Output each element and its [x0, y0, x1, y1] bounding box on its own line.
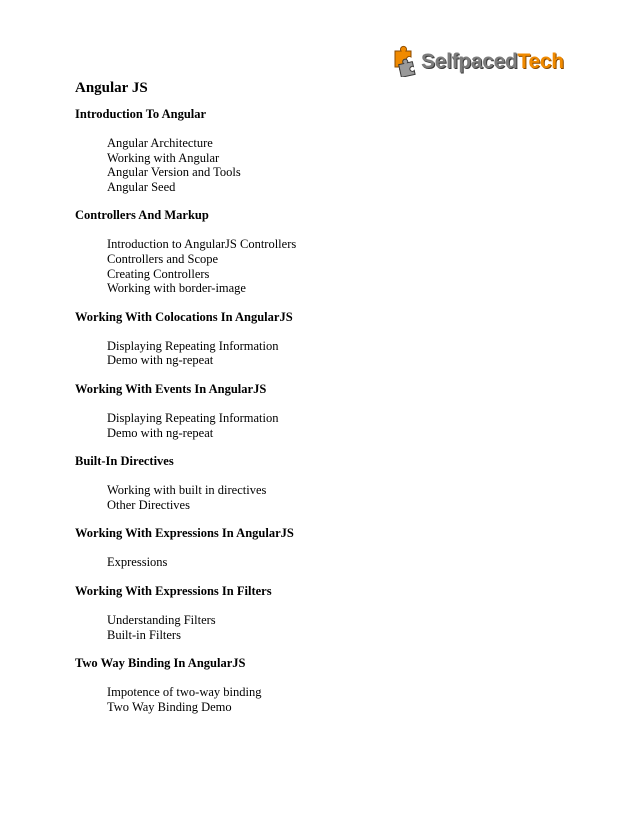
document-body	[75, 79, 595, 728]
section-heading: Working With Colocations In AngularJS	[75, 309, 293, 324]
topic-list	[107, 411, 595, 440]
topic-list	[107, 339, 595, 368]
section-heading: Two Way Binding In AngularJS	[75, 656, 246, 671]
list-item: Displaying Repeating Information	[107, 410, 279, 425]
section-heading: Working With Expressions In AngularJS	[75, 526, 294, 541]
list-item: Demo with ng-repeat	[107, 353, 214, 368]
list-item: Angular Architecture	[107, 136, 213, 150]
outline-section	[75, 208, 595, 295]
topic-list	[107, 685, 595, 714]
page-title: Angular JS	[75, 80, 148, 96]
list-item: Other Directives	[107, 497, 190, 512]
list-item: Built-in Filters	[107, 627, 181, 642]
list-item: Understanding Filters	[107, 612, 216, 627]
outline-section	[75, 584, 595, 642]
list-item: Demo with ng-repeat	[107, 425, 214, 440]
list-item: Creating Controllers	[107, 266, 210, 281]
section-heading: Working With Expressions In Filters	[75, 583, 272, 598]
topic-list	[107, 483, 595, 512]
topic-list	[107, 555, 595, 570]
list-item: Angular Version and Tools	[107, 165, 241, 180]
outline-section	[75, 656, 595, 714]
topic-list	[107, 136, 595, 194]
list-item: Displaying Repeating Information	[107, 338, 279, 353]
list-item: Working with border-image	[107, 281, 246, 296]
course-outline	[75, 107, 595, 714]
list-item: Angular Seed	[107, 179, 176, 194]
brand-name	[421, 51, 564, 72]
brand-name-part1: Selfpaced	[421, 49, 518, 73]
list-item: Working with built in directives	[107, 483, 267, 498]
section-heading: Working With Events In AngularJS	[75, 381, 267, 396]
list-item: Introduction to AngularJS Controllers	[107, 237, 297, 252]
list-item: Expressions	[107, 555, 168, 570]
outline-section	[75, 382, 595, 440]
outline-section	[75, 107, 595, 194]
section-heading: Controllers And Markup	[75, 208, 209, 223]
topic-list	[107, 237, 595, 295]
list-item: Impotence of two-way binding	[107, 685, 262, 700]
topic-list	[107, 613, 595, 642]
brand-logo	[392, 42, 562, 80]
list-item: Controllers and Scope	[107, 251, 219, 266]
section-heading: Introduction To Angular	[75, 107, 207, 121]
outline-section	[75, 454, 595, 512]
section-heading: Built-In Directives	[75, 454, 174, 469]
brand-name-part2: Tech	[517, 49, 564, 73]
puzzle-pieces-icon	[392, 45, 418, 77]
outline-section	[75, 310, 595, 368]
outline-section	[75, 526, 595, 570]
list-item: Working with Angular	[107, 150, 220, 165]
list-item: Two Way Binding Demo	[107, 699, 232, 714]
